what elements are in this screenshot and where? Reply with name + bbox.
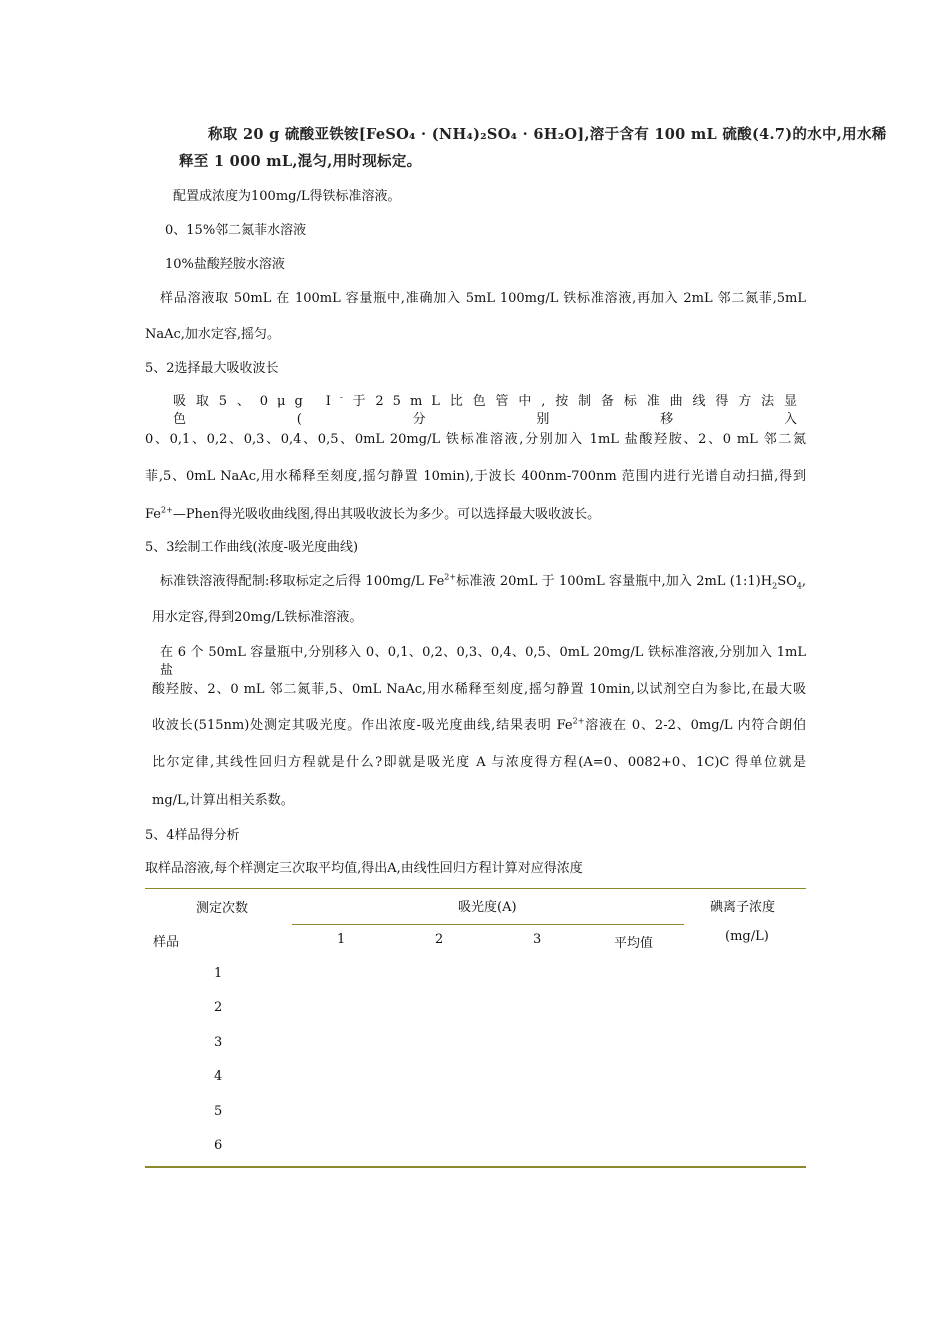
paragraph-standard-iron-2: 用水定容,得到20mg/L铁标准溶液。 — [152, 610, 363, 625]
heading-5-2: 5、2选择最大吸收波长 — [145, 361, 279, 376]
header-col-1: 1 — [337, 932, 346, 947]
paragraph-curve-4: 比尔定律,其线性回归方程就是什么?即就是吸光度 A 与浓度得方程(A=0、0082+0、1C)C 得单位就是 — [152, 755, 806, 770]
paragraph-iron-standard: 配置成浓度为100mg/L得铁标准溶液。 — [173, 189, 401, 204]
paragraph-sample-prep-2: NaAc,加水定容,摇匀。 — [145, 327, 281, 342]
table-mid-rule — [292, 924, 684, 925]
header-concentration: 碘离子浓度 — [710, 900, 776, 915]
table-bottom-rule — [145, 1166, 806, 1168]
paragraph-curve-1: 在 6 个 50mL 容量瓶中,分别移入 0、0,1、0,2、0,3、0,4、0,5、0mL 20mg/L 铁标准溶液,分别加入 1mL 盐 — [160, 645, 806, 678]
paragraph-standard-iron-1: 标准铁溶液得配制:移取标定之后得 100mg/L $Fe^{2+}$标准液 20mL 于 100mL 容量瓶中,加入 2mL $(1:1)H_2SO_4$, — [160, 572, 806, 591]
heading-5-4: 5、4样品得分析 — [145, 828, 240, 843]
header-col-3: 3 — [533, 932, 542, 947]
header-col-average: 平均值 — [614, 936, 654, 951]
table-row: 1 — [214, 966, 223, 981]
table-row: 3 — [214, 1035, 223, 1050]
paragraph-wavelength-2: 0、0,1、0,2、0,3、0,4、0,5、0mL 20mg/L 铁标准溶液,分别加入 1mL 盐酸羟胺、2、0 mL 邻二氮 — [145, 432, 806, 447]
image-text-line-1: 称取 20 g 硫酸亚铁铵[FeSO₄ · (NH₄)₂SO₄ · 6H₂O],溶于含有 100 mL 硫酸(4.7)的水中,用水稀 — [208, 126, 887, 143]
paragraph-hydroxylamine: 10%盐酸羟胺水溶液 — [165, 257, 285, 272]
paragraph-curve-3: 收波长(515nm)处测定其吸光度。作出浓度-吸光度曲线,结果表明 $Fe^{2+}$溶液在 0、2-2、0mg/L 内符合朗伯 — [152, 716, 806, 733]
table-top-rule — [145, 888, 806, 889]
paragraph-wavelength-4: $Fe^{2+}—Phen$得光吸收曲线图,得出其吸收波长为多少。可以选择最大吸收波长。 — [145, 505, 601, 522]
paragraph-wavelength-3: 菲,5、0mL NaAc,用水稀释至刻度,摇匀静置 10min),于波长 400nm-700nm 范围内进行光谱自动扫描,得到 — [145, 469, 806, 484]
header-measure-count: 测定次数 — [196, 901, 249, 916]
header-sample: 样品 — [153, 935, 180, 950]
header-absorbance: 吸光度(A) — [458, 900, 517, 915]
paragraph-sample-analysis: 取样品溶液,每个样测定三次取平均值,得出A,由线性回归方程计算对应得浓度 — [145, 861, 583, 876]
table-row: 2 — [214, 1000, 223, 1015]
paragraph-curve-5: mg/L,计算出相关系数。 — [152, 793, 294, 808]
table-row: 4 — [214, 1069, 223, 1084]
paragraph-curve-2: 酸羟胺、2、0 mL 邻二氮菲,5、0mL NaAc,用水稀释至刻度,摇匀静置 10min,以试剂空白为参比,在最大吸 — [152, 682, 806, 697]
paragraph-sample-prep-1: 样品溶液取 50mL 在 100mL 容量瓶中,准确加入 5mL 100mg/L 铁标准溶液,再加入 2mL 邻二氮菲,5mL — [160, 291, 806, 306]
image-text-line-2: 释至 1 000 mL,混匀,用时现标定。 — [179, 153, 422, 170]
table-row: 6 — [214, 1138, 223, 1153]
heading-5-3: 5、3绘制工作曲线(浓度-吸光度曲线) — [145, 540, 359, 555]
header-col-2: 2 — [435, 932, 444, 947]
paragraph-wavelength-1: 吸取5、0μg I-于25mL比色管中,按制备标准曲线得方法显色(分别移入 — [173, 392, 806, 427]
table-row: 5 — [214, 1104, 223, 1119]
paragraph-phenanthroline: 0、15%邻二氮菲水溶液 — [165, 223, 307, 238]
header-concentration-unit: (mg/L) — [725, 929, 769, 944]
